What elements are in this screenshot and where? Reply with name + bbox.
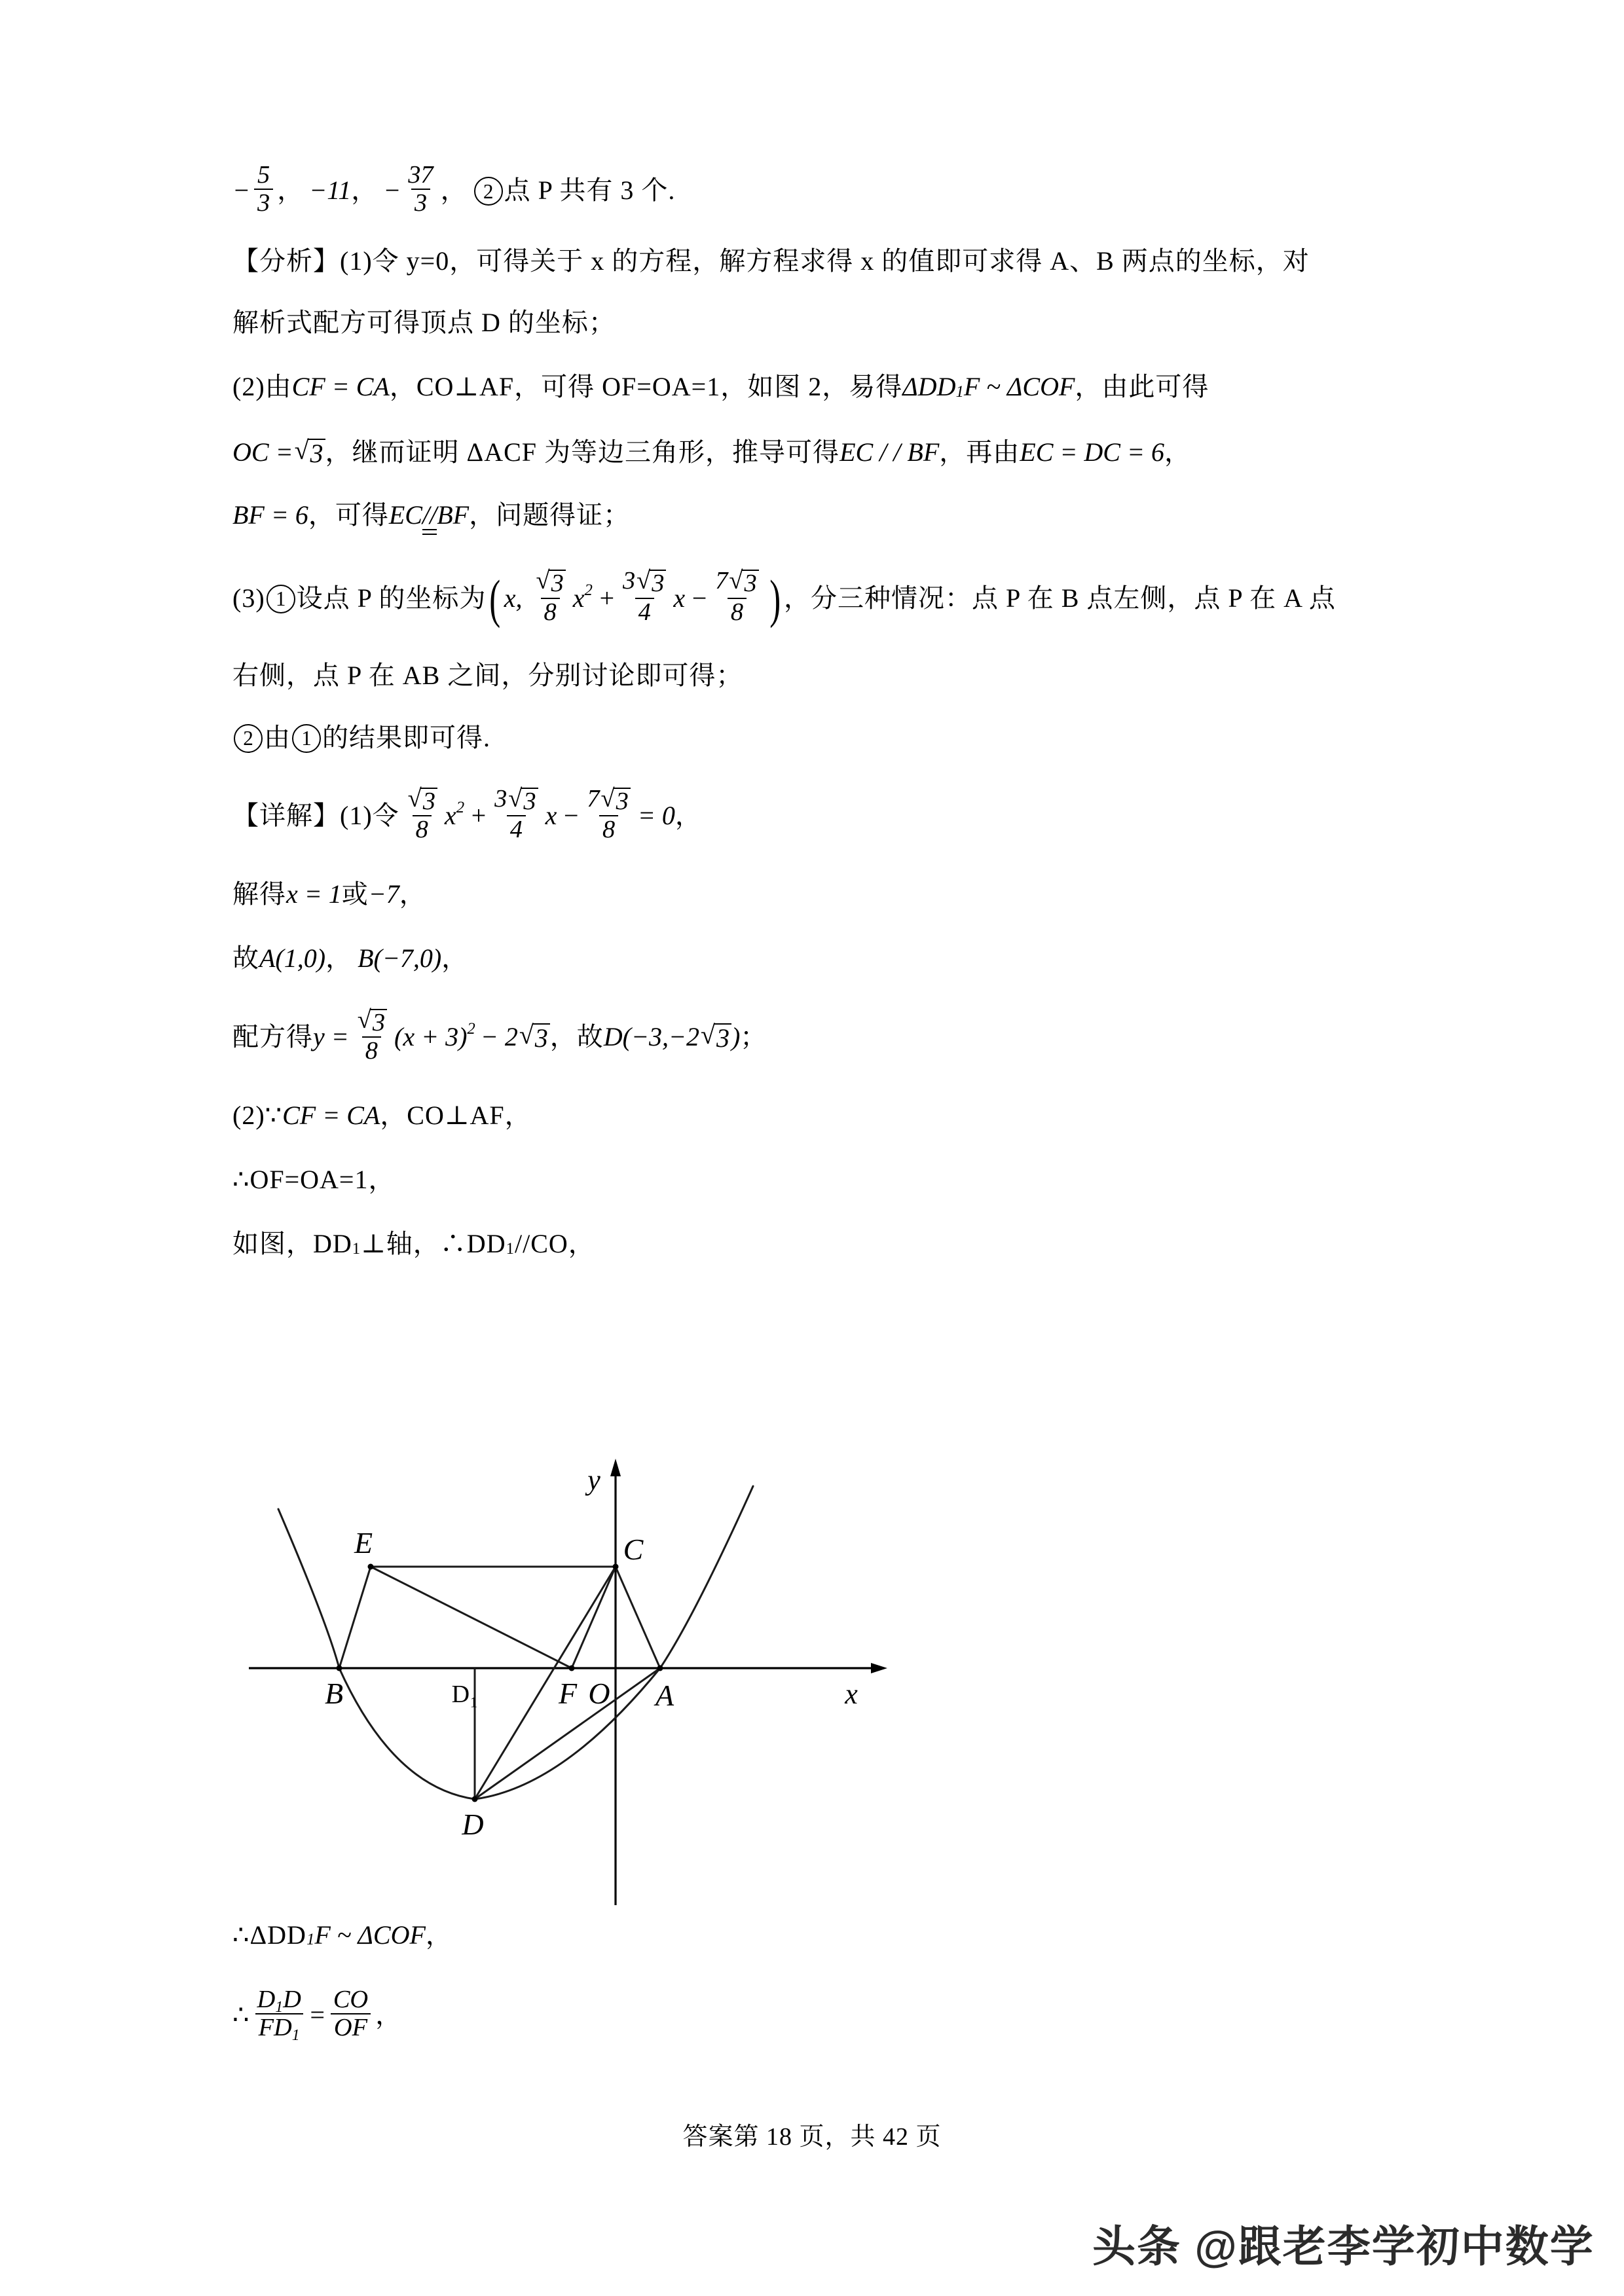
fraction-numerator: 37 — [408, 161, 434, 189]
label-e: E — [354, 1526, 373, 1559]
geometry-figure — [242, 1408, 910, 1905]
solution-line-5 — [232, 1102, 1431, 1129]
solution-1-end: ， — [674, 800, 702, 830]
math-ec-parallel-bf: EC / / BF — [840, 437, 940, 467]
solution-7-end: //CO， — [514, 1229, 595, 1259]
circled-number-1: 1 — [267, 585, 295, 613]
analysis-3b-text: 右侧，点 P 在 AB 之间，分别讨论即可得； — [232, 660, 743, 690]
solution-3-end: ， — [441, 943, 469, 974]
fraction-3sqrt3-4-sol — [491, 786, 541, 843]
fraction-numerator: 3 √ 3 — [619, 568, 669, 597]
subscript-8: 1 — [306, 1931, 315, 1949]
point-e-dot — [368, 1564, 374, 1570]
analysis-2-mid: ，CO⊥AF，可得 OF=OA=1，如图 2，易得 — [389, 372, 903, 402]
fraction-denominator: 8 — [413, 815, 432, 843]
math-x-sol: x — [444, 800, 456, 830]
analysis-2b-text: ，继而证明 ΔACF 为等边三角形，推导可得 — [325, 437, 840, 467]
fraction-denominator: 8 — [362, 1036, 381, 1064]
point-d-close: ) — [731, 1022, 741, 1052]
circled-number-2: 2 — [474, 177, 503, 206]
point-f-dot — [569, 1666, 575, 1671]
subscript-dd1: 1 — [352, 1239, 361, 1258]
analysis-line-4 — [232, 437, 1431, 467]
comma-2: ， — [351, 175, 378, 206]
y-axis-arrow — [610, 1459, 621, 1476]
solution-line-3 — [232, 945, 1431, 972]
point-c-dot — [613, 1564, 619, 1570]
equals-zero: = 0 — [637, 800, 675, 830]
solution-4-semi: ； — [740, 1022, 767, 1052]
solution-6-text: ∴OF=OA=1， — [232, 1165, 396, 1195]
math-bf: BF — [437, 500, 470, 530]
solution-2-end: ， — [399, 879, 426, 909]
subscript-1: 1 — [955, 382, 964, 401]
math-similar-triangles: F ~ ΔCOF — [314, 1920, 426, 1950]
math-ec: EC — [388, 500, 422, 530]
fraction-numerator: D1D — [257, 1986, 301, 2016]
analysis-text-1a: (1)令 y=0，可得关于 x 的方程，解方程求得 x 的值即可求得 A、B 两点的坐标，对 — [340, 246, 1310, 276]
answer-tail-text: 点 P 共有 3 个. — [504, 175, 676, 206]
segment-eb — [339, 1567, 371, 1668]
minus-sign-3: − — [690, 583, 709, 613]
math-x-plus-3: (x + 3) — [394, 1022, 468, 1052]
label-f: F — [558, 1677, 578, 1710]
solution-line-8 — [232, 1922, 1431, 1949]
sqrt-3-point-d: √ 3 — [699, 1022, 731, 1052]
segment-ca — [616, 1567, 660, 1668]
fraction-7sqrt3-8 — [712, 568, 762, 625]
analysis-line-2 — [232, 309, 1431, 337]
fraction-numerator: 7 √ 3 — [583, 786, 633, 815]
label-o: O — [588, 1677, 610, 1710]
solution-9-pre: ∴ — [232, 2000, 250, 2030]
sqrt-3-vertex: √ 3 — [518, 1022, 550, 1052]
solution-label: 【详解】 — [232, 800, 340, 830]
fraction-numerator: √ 3 — [353, 1008, 390, 1036]
sqrt-3-oc: √ 3 — [293, 437, 325, 467]
math-x-linear: x — [673, 583, 686, 613]
minus-sign-2: − — [383, 175, 401, 206]
comma-1: ， — [277, 175, 304, 206]
math-similar-cof: F ~ ΔCOF — [963, 372, 1075, 402]
fraction-denominator: FD1 — [255, 2013, 303, 2041]
parallel-equal-symbol: // — [422, 500, 437, 530]
solution-8-pre: ∴ΔDD — [232, 1920, 306, 1950]
fraction-numerator: 5 — [257, 161, 270, 189]
analysis-line-6 — [232, 567, 1431, 629]
fraction-37-3 — [405, 162, 436, 216]
solution-3-comma: ， — [325, 943, 353, 974]
point-d-coords: D(−3,−2 — [603, 1022, 699, 1052]
analysis-3c-text: 的结果即可得. — [322, 722, 490, 752]
circled-number-1b: 1 — [292, 724, 321, 753]
solution-line-1 — [232, 784, 1431, 844]
subscript-dd1-2: 1 — [506, 1239, 515, 1258]
solution-8-end: ， — [425, 1920, 452, 1950]
point-b-dot — [337, 1666, 342, 1671]
analysis-3c-pre: 由 — [264, 722, 291, 752]
analysis-text-1b: 解析式配方可得顶点 D 的坐标； — [232, 308, 616, 338]
math-cf-ca-sol: CF = CA — [282, 1101, 380, 1131]
fraction-denominator: 3 — [254, 189, 273, 216]
fraction-denominator: 8 — [599, 815, 618, 843]
point-b-coords: B(−7,0) — [358, 943, 442, 974]
analysis-2b-text2: ，再由 — [939, 437, 1020, 467]
fraction-denominator: 3 — [411, 189, 430, 216]
figure-svg — [242, 1408, 910, 1905]
comma-3: ， — [440, 175, 468, 206]
analysis-2-end: ，由此可得 — [1075, 372, 1209, 402]
label-a: A — [655, 1679, 674, 1712]
parabola-curve — [278, 1486, 753, 1799]
fraction-d1d-fd1 — [253, 1986, 304, 2045]
math-x: x — [572, 583, 585, 613]
solution-2-or: 或 — [341, 879, 369, 909]
plus-sign: + — [597, 583, 616, 613]
answer-tail-line — [232, 161, 1431, 217]
fraction-denominator: OF — [331, 2013, 371, 2041]
fraction-denominator: 4 — [635, 598, 654, 625]
solution-4-pre: 配方得 — [232, 1022, 313, 1052]
solution-5-pre: (2)∵ — [232, 1101, 283, 1131]
solution-5-mid: ，CO⊥AF， — [380, 1101, 532, 1131]
circled-number-2b: 2 — [234, 724, 263, 753]
math-y-equals: y = — [313, 1022, 349, 1052]
solution-3-pre: 故 — [232, 943, 259, 974]
math-x-equals-1: x = 1 — [286, 879, 342, 909]
minus-sign-1: − — [232, 175, 250, 206]
analysis-3-text: 设点 P 的坐标为 — [296, 583, 487, 613]
analysis-3-after: ，分三种情况：点 P 在 B 点左侧，点 P 在 A 点 — [783, 583, 1336, 613]
fraction-sqrt3-8-vertex — [353, 1008, 390, 1064]
solution-line-6 — [232, 1166, 1431, 1194]
equals-sign-ratio: = — [308, 2000, 326, 2030]
point-a-dot — [657, 1666, 663, 1671]
solution-9-end: ， — [375, 2000, 403, 2030]
p-x-coord: x, — [504, 583, 523, 613]
fraction-sqrt3-8-sol — [403, 786, 441, 843]
fraction-numerator: √ 3 — [531, 568, 568, 597]
fraction-numerator: 7 √ 3 — [712, 568, 762, 597]
solution-1-pre: (1)令 — [340, 800, 399, 830]
solution-line-2 — [232, 881, 1431, 908]
analysis-line-3 — [232, 373, 1431, 401]
fraction-5-3 — [254, 162, 273, 216]
analysis-line-5 — [232, 501, 1431, 529]
math-triangle-dd1f: ΔDD — [902, 372, 956, 402]
segment-cf — [572, 1567, 616, 1668]
analysis-3-pre: (3) — [232, 583, 265, 613]
watermark-text: 头条 @跟老李学初中数学 — [1092, 2222, 1595, 2270]
solution-line-7 — [232, 1230, 1431, 1258]
label-c: C — [623, 1533, 644, 1566]
point-d-dot — [472, 1796, 478, 1802]
label-x-axis: x — [845, 1678, 858, 1710]
exponent-2: 2 — [584, 581, 593, 599]
solution-line-9 — [232, 1986, 1431, 2045]
fraction-denominator: 4 — [507, 815, 526, 843]
solution-line-4 — [232, 1006, 1431, 1065]
math-bf-6: BF = 6 — [232, 500, 308, 530]
segment-ef — [371, 1567, 572, 1668]
analysis-line-7 — [232, 662, 1431, 689]
point-a-coords: A(1,0) — [259, 943, 326, 974]
label-b: B — [324, 1677, 344, 1710]
math-oc-equals: OC = — [232, 437, 293, 467]
left-paren-big: ( — [489, 569, 501, 629]
fraction-3sqrt3-4 — [619, 568, 669, 625]
math-ec-dc-6: EC = DC = 6 — [1020, 437, 1164, 467]
plus-sign-sol: + — [470, 800, 488, 830]
analysis-2c-text: ，可得 — [308, 500, 389, 530]
label-y-axis: y — [587, 1464, 600, 1496]
label-d1: D₁ — [451, 1681, 479, 1708]
value-minus-11: −11 — [309, 175, 352, 206]
math-minus-7: −7 — [368, 879, 399, 909]
answer-body — [232, 161, 1431, 1294]
solution-4-comma: ，故 — [549, 1022, 604, 1052]
fraction-numerator: 3 √ 3 — [491, 786, 541, 815]
math-cf-eq-ca: CF = CA — [291, 372, 390, 402]
fraction-sqrt3-8 — [531, 568, 568, 625]
exponent-2-vertex: 2 — [467, 1020, 475, 1038]
solution-2-pre: 解得 — [232, 879, 286, 909]
analysis-line-1 — [232, 247, 1431, 275]
solution-7-pre: 如图，DD — [232, 1229, 352, 1259]
fraction-numerator: √ 3 — [403, 786, 441, 815]
right-paren-big: ) — [769, 569, 781, 629]
analysis-line-8 — [232, 723, 1431, 752]
fraction-co-of — [330, 1987, 371, 2041]
x-axis-arrow — [871, 1663, 887, 1673]
label-d: D — [462, 1808, 484, 1841]
fraction-denominator: 8 — [541, 598, 560, 625]
post-figure-body — [232, 1920, 1431, 2045]
analysis-2-pre: (2)由 — [232, 372, 292, 402]
math-minus-2: − 2 — [480, 1022, 518, 1052]
analysis-label: 【分析】 — [232, 246, 340, 276]
fraction-denominator: 8 — [728, 598, 747, 625]
math-x-linear-sol: x — [545, 800, 557, 830]
analysis-2b-end: ， — [1164, 437, 1191, 467]
fraction-numerator: CO — [333, 1986, 369, 2013]
page-footer: 答案第 18 页，共 42 页 — [682, 2123, 942, 2151]
minus-sign-sol: − — [562, 800, 580, 830]
fraction-7sqrt3-8-sol — [583, 786, 633, 843]
analysis-2c-end: ，问题得证； — [469, 500, 631, 530]
exponent-2-sol: 2 — [456, 798, 465, 816]
solution-7-mid: ⊥轴，∴DD — [361, 1229, 506, 1259]
